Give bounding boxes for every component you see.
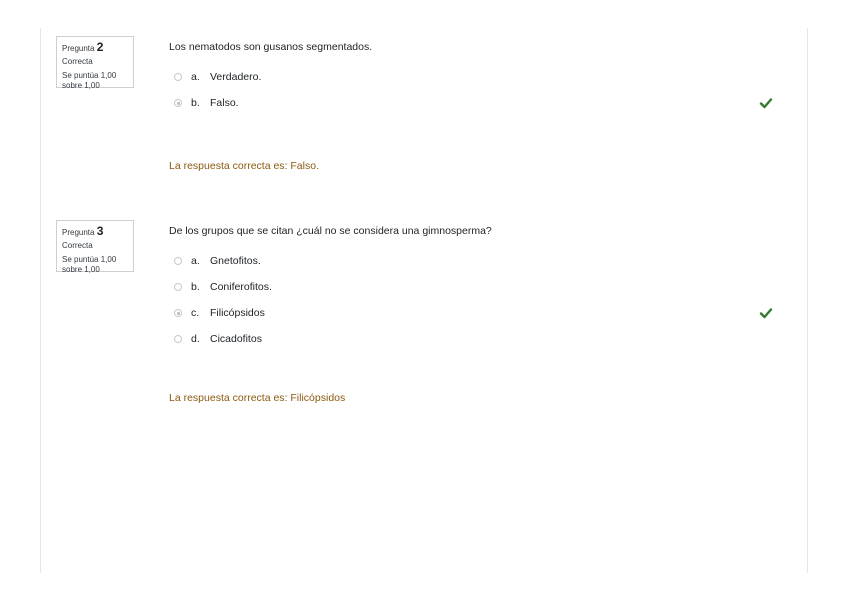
question-number: Pregunta 3 [62, 224, 104, 238]
question-number: Pregunta 2 [62, 40, 104, 54]
answer-option-b[interactable] [169, 90, 779, 116]
check-icon [759, 306, 773, 320]
answer-option-a[interactable] [169, 64, 779, 90]
answer-letter: b. [191, 97, 200, 109]
answer-letter: a. [191, 71, 200, 83]
radio-button[interactable] [174, 335, 182, 343]
answer-option-d[interactable] [169, 326, 779, 352]
radio-button-selected[interactable] [174, 309, 182, 317]
question-info [56, 220, 134, 272]
answer-letter: a. [191, 255, 200, 267]
answer-option-c[interactable] [169, 300, 779, 326]
answer-option-a[interactable] [169, 248, 779, 274]
radio-button[interactable] [174, 283, 182, 291]
question-state: Correcta [62, 241, 93, 250]
question-info [56, 36, 134, 88]
check-icon [759, 96, 773, 110]
answer-text: Gnetofitos. [210, 255, 261, 267]
question-grade: Se puntúa 1,00 sobre 1,00 [62, 255, 117, 274]
page-border-right [807, 28, 808, 573]
answer-letter: d. [191, 333, 200, 345]
radio-button[interactable] [174, 257, 182, 265]
answer-list [169, 248, 779, 352]
question-state: Correcta [62, 57, 93, 66]
answer-letter: c. [191, 307, 200, 319]
question-content [169, 36, 779, 173]
answer-text: Coniferofitos. [210, 281, 272, 293]
question-content [169, 220, 779, 405]
question-grade: Se puntúa 1,00 sobre 1,00 [62, 71, 117, 90]
answer-list [169, 64, 779, 116]
correct-answer-feedback: La respuesta correcta es: Falso. [169, 160, 319, 172]
page-border-left [40, 28, 41, 573]
answer-text: Falso. [210, 97, 239, 109]
radio-button[interactable] [174, 73, 182, 81]
question-text: Los nematodos son gusanos segmentados. [169, 41, 373, 53]
radio-button-selected[interactable] [174, 99, 182, 107]
answer-option-b[interactable] [169, 274, 779, 300]
correct-answer-feedback: La respuesta correcta es: Filicópsidos [169, 392, 346, 404]
answer-text: Cicadofitos [210, 333, 262, 345]
answer-letter: b. [191, 281, 200, 293]
question-text: De los grupos que se citan ¿cuál no se considera una gimnosperma? [169, 225, 492, 237]
answer-text: Verdadero. [210, 71, 262, 83]
answer-text: Filicópsidos [210, 307, 265, 319]
